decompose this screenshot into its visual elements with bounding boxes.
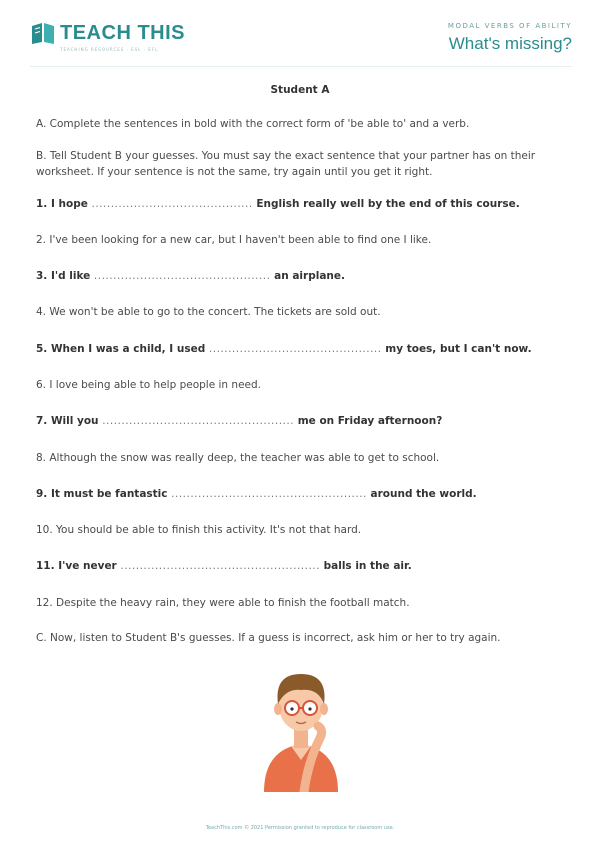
worksheet-topic: MODAL VERBS OF ABILITY [447, 22, 572, 30]
thinking-person-illustration [258, 664, 344, 792]
sentence-1-end: English really well by the end of this course. [256, 198, 520, 210]
sentence-9-start: 9. It must be fantastic [36, 488, 168, 500]
sentence-5-end: my toes, but I can't now. [385, 343, 532, 355]
answer-blank-9[interactable]: ................................................... [171, 488, 367, 500]
instruction-a: A. Complete the sentences in bold with the correct form of 'be able to' and a verb. [36, 118, 470, 130]
sentence-10: 10. You should be able to finish this activity. It's not that hard. [36, 524, 362, 536]
sentence-1 [36, 198, 520, 210]
sentence-7-end: me on Friday afternoon? [297, 415, 443, 427]
sentence-11-start: 11. I've never [36, 560, 117, 572]
sentence-9 [36, 488, 477, 500]
logo-tagline: TEACHING RESOURCES · ESL · EFL [60, 47, 159, 52]
header [0, 0, 600, 70]
answer-blank-1[interactable]: .......................................... [91, 198, 253, 210]
instruction-c: C. Now, listen to Student B's guesses. If a guess is incorrect, ask him or her to try again. [36, 632, 501, 644]
sentence-3-start: 3. I'd like [36, 270, 91, 282]
copyright-footer: TeachThis.com © 2021 Permission granted to reproduce for classroom use. [205, 825, 395, 831]
sentence-7-start: 7. Will you [36, 415, 99, 427]
header-divider [30, 66, 572, 67]
sentence-11-end: balls in the air. [323, 560, 412, 572]
logo-text: TEACH THIS [60, 21, 185, 44]
sentence-8: 8. Although the snow was really deep, the teacher was able to get to school. [36, 452, 440, 464]
book-icon [30, 20, 56, 46]
answer-blank-7[interactable]: .................................................. [102, 415, 295, 427]
sentence-3-end: an airplane. [274, 270, 345, 282]
sentence-7 [36, 415, 442, 427]
sentence-11 [36, 560, 412, 572]
answer-blank-3[interactable]: .............................................. [93, 270, 271, 282]
sentence-6: 6. I love being able to help people in need. [36, 379, 261, 391]
instruction-b-line2: worksheet. If your sentence is not the same, try again until you get it right. [36, 166, 433, 178]
instruction-b-line1: B. Tell Student B your guesses. You must say the exact sentence that your partner has on their [36, 150, 536, 162]
sentence-9-end: around the world. [370, 488, 477, 500]
sentence-3 [36, 270, 345, 282]
answer-blank-11[interactable]: .................................................... [120, 560, 320, 572]
sentence-2: 2. I've been looking for a new car, but I haven't been able to find one I like. [36, 234, 432, 246]
sentence-1-start: 1. I hope [36, 198, 88, 210]
logo [30, 20, 185, 46]
sentence-5 [36, 343, 532, 355]
sentence-5-start: 5. When I was a child, I used [36, 343, 206, 355]
worksheet-title: What's missing? [448, 34, 572, 53]
sentence-12: 12. Despite the heavy rain, they were able to finish the football match. [36, 597, 410, 609]
sentence-4: 4. We won't be able to go to the concert. The tickets are sold out. [36, 306, 381, 318]
section-title: Student A [270, 84, 330, 96]
answer-blank-5[interactable]: ............................................. [208, 343, 382, 355]
